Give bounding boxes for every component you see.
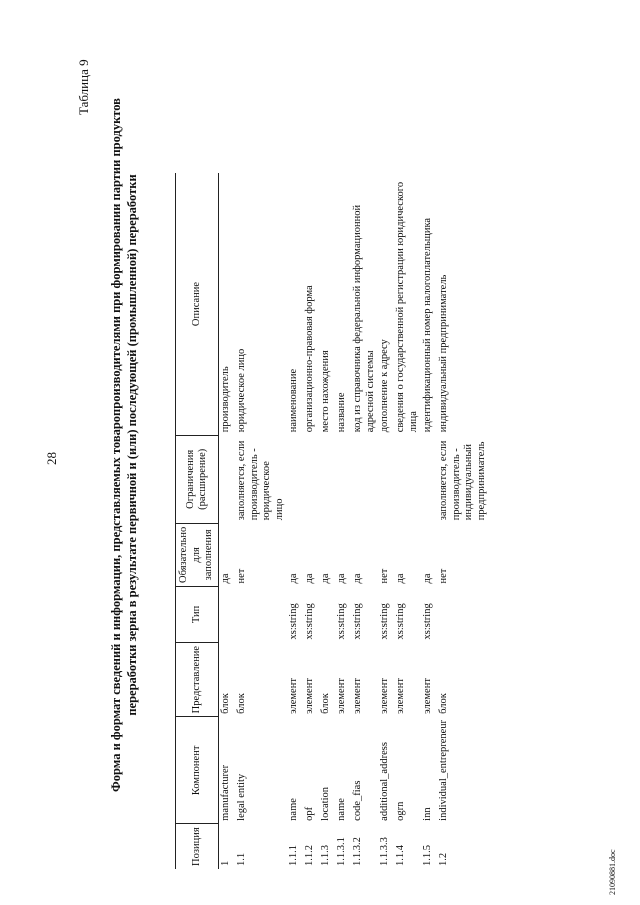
cell-description: название <box>336 392 347 433</box>
cell-component: code_fias <box>352 780 363 821</box>
cell-required: да <box>288 573 299 584</box>
table-row <box>287 173 303 869</box>
cell-component: additional_address <box>379 742 390 821</box>
cell-restrictions <box>335 435 351 523</box>
cell-representation: элемент <box>379 678 390 714</box>
cell-required: да <box>422 573 433 584</box>
cell-description: индивидуальный предприниматель <box>438 274 449 433</box>
cell-restrictions: заполняется, если производитель - юридическое лицо <box>236 440 285 521</box>
table-row <box>421 173 437 869</box>
cell-type: xs:string <box>352 603 363 640</box>
table-row <box>219 173 236 869</box>
cell-component: inn <box>422 807 433 821</box>
cell-description: сведения о государственной регистрации юридического лица <box>395 181 419 433</box>
cell-required: да <box>395 573 406 584</box>
cell-position: 1.1.4 <box>395 845 406 866</box>
data-table <box>175 173 489 869</box>
cell-component: location <box>320 787 331 821</box>
cell-position: 1.1.3.2 <box>352 837 363 866</box>
cell-position: 1 <box>220 860 231 866</box>
cell-restrictions <box>319 435 335 523</box>
cell-component: individual_entrepreneur <box>438 719 449 821</box>
cell-representation: блок <box>438 693 449 714</box>
header-required: Обязательно для заполнения <box>176 523 219 586</box>
document-id-footer: 21090881.doc <box>608 849 617 895</box>
cell-description: место нахождения <box>320 350 331 433</box>
table-row <box>378 173 394 869</box>
cell-description: юридическое лицо <box>236 348 247 433</box>
cell-type: xs:string <box>288 603 299 640</box>
table-row <box>235 173 287 869</box>
cell-description: идентификационный номер налогоплательщика <box>422 217 433 433</box>
cell-type <box>437 586 489 642</box>
cell-representation: элемент <box>422 678 433 714</box>
cell-type: xs:string <box>304 603 315 640</box>
table-header-row <box>176 173 219 869</box>
cell-representation: элемент <box>304 678 315 714</box>
table-row <box>335 173 351 869</box>
cell-restrictions <box>287 435 303 523</box>
cell-type <box>219 586 236 642</box>
cell-type <box>319 586 335 642</box>
header-component: Компонент <box>176 717 219 824</box>
cell-description: дополнение к адресу <box>379 339 390 433</box>
table-row <box>437 173 489 869</box>
cell-position: 1.1.3.1 <box>336 837 347 866</box>
header-representation: Представление <box>176 642 219 716</box>
cell-restrictions <box>421 435 437 523</box>
cell-restrictions <box>219 435 236 523</box>
cell-position: 1.1.3.3 <box>379 837 390 866</box>
cell-required: нет <box>438 568 449 584</box>
table-label: Таблица 9 <box>76 59 91 115</box>
cell-required: нет <box>379 568 390 584</box>
cell-required: да <box>304 573 315 584</box>
cell-type: xs:string <box>379 603 390 640</box>
cell-required: да <box>320 573 331 584</box>
cell-description: код из справочника федеральной информационной адресной системы <box>352 204 376 433</box>
cell-restrictions: заполняется, если производитель - индивидуальный предприниматель <box>438 440 487 521</box>
cell-type: xs:string <box>395 603 406 640</box>
cell-component: manufacturer <box>220 764 231 821</box>
cell-representation: элемент <box>336 678 347 714</box>
cell-required: да <box>220 573 231 584</box>
title-line-1: Форма и формат сведений и информации, представляемых товаропроизводителями при формировании партии продуктов <box>109 98 123 792</box>
cell-component: name <box>288 798 299 821</box>
document-title <box>108 25 140 865</box>
cell-component: legal entity <box>236 773 247 821</box>
cell-type <box>235 586 287 642</box>
cell-required: да <box>352 573 363 584</box>
cell-representation: блок <box>320 693 331 714</box>
cell-representation: блок <box>220 693 231 714</box>
page-number: 28 <box>44 452 59 465</box>
table-row <box>351 173 378 869</box>
cell-component: ogrn <box>395 801 406 821</box>
cell-representation: элемент <box>352 678 363 714</box>
cell-type: xs:string <box>336 603 347 640</box>
cell-position: 1.2 <box>438 852 449 866</box>
cell-description: наименование <box>288 368 299 433</box>
cell-restrictions <box>303 435 319 523</box>
cell-position: 1.1.5 <box>422 845 433 866</box>
cell-restrictions <box>378 435 394 523</box>
cell-required: да <box>336 573 347 584</box>
table-row <box>394 173 421 869</box>
cell-description: организационно-правовая форма <box>304 285 315 433</box>
cell-representation: блок <box>236 693 247 714</box>
cell-component: name <box>336 798 347 821</box>
cell-required: нет <box>236 568 247 584</box>
cell-description: производитель <box>220 366 231 433</box>
cell-position: 1.1.1 <box>288 845 299 866</box>
header-position: Позиция <box>176 824 219 869</box>
cell-position: 1.1.3 <box>320 845 331 866</box>
cell-position: 1.1.2 <box>304 845 315 866</box>
table-row <box>303 173 319 869</box>
table-row <box>319 173 335 869</box>
header-restrictions: Ограничения (расширение) <box>176 435 219 523</box>
cell-component: opf <box>304 806 315 821</box>
title-line-2: переработки зерна в результате первичной и (или) последующей (промышленной) переработки <box>125 174 139 716</box>
cell-type: xs:string <box>422 603 433 640</box>
cell-restrictions <box>351 435 378 523</box>
cell-position: 1.1 <box>236 852 247 866</box>
cell-restrictions <box>394 435 421 523</box>
header-description: Описание <box>176 173 219 435</box>
cell-representation: элемент <box>288 678 299 714</box>
header-type: Тип <box>176 586 219 642</box>
cell-representation: элемент <box>395 678 406 714</box>
